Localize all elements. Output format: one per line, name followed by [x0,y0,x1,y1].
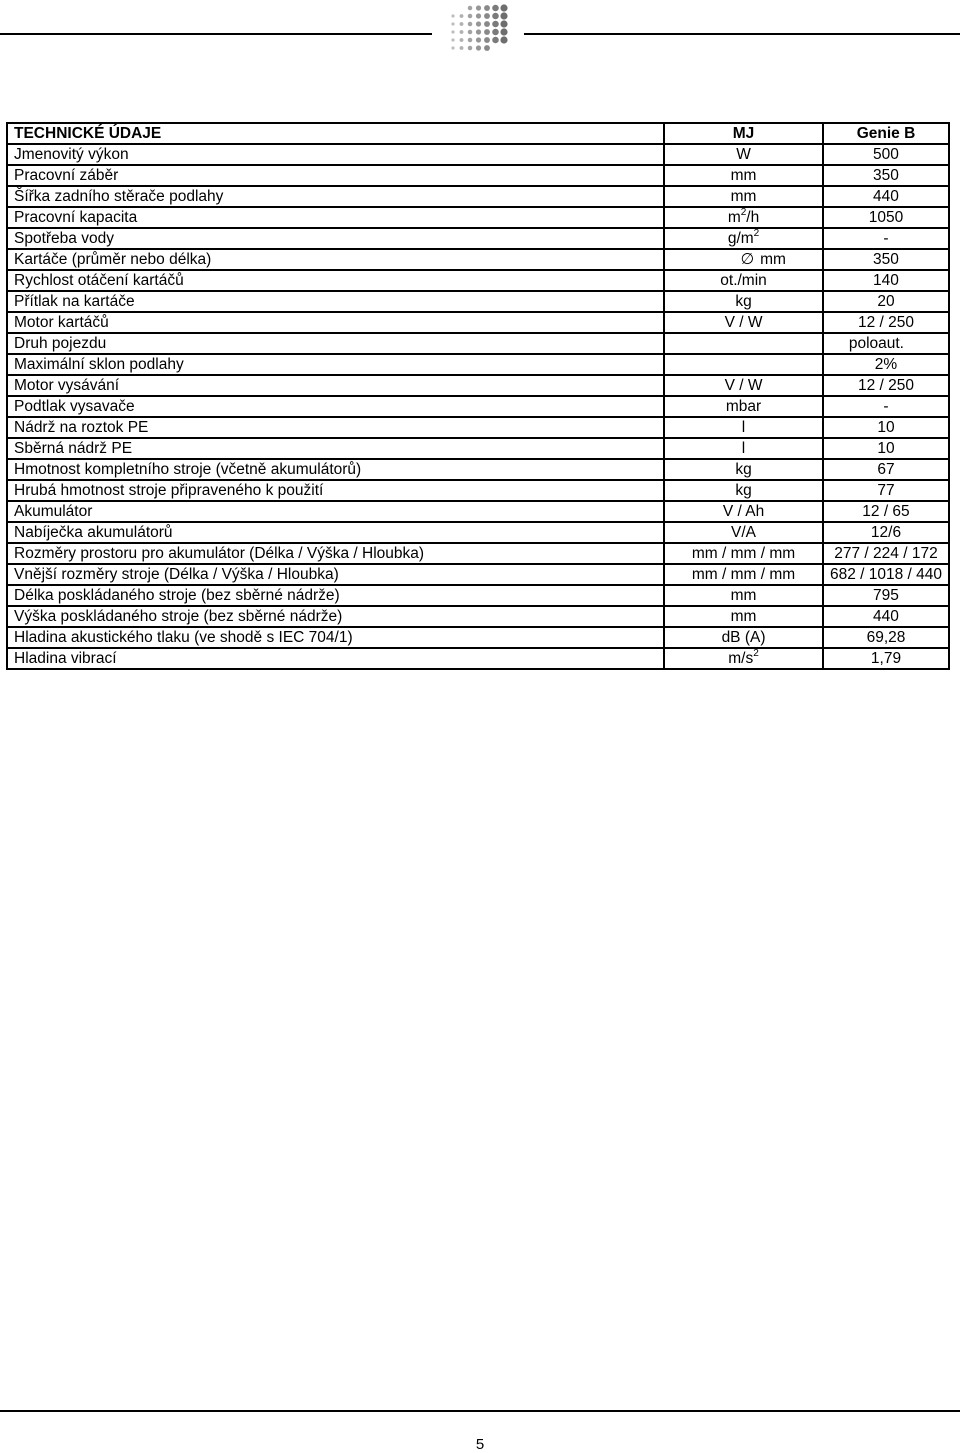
row-unit: dB (A) [664,627,823,648]
table-row [7,270,949,291]
row-value: - [823,396,949,417]
row-value: 12/6 [823,522,949,543]
row-parameter-name: Jmenovitý výkon [7,144,664,165]
row-parameter-name: Hladina akustického tlaku (ve shodě s IEC 704/1) [7,627,664,648]
row-unit: ∅ mm [664,249,823,270]
table-row [7,522,949,543]
table-header-row [7,123,949,144]
row-unit: ot./min [664,270,823,291]
row-parameter-name: Sběrná nádrž PE [7,438,664,459]
row-parameter-name: Vnější rozměry stroje (Délka / Výška / Hloubka) [7,564,664,585]
row-value: 350 [823,165,949,186]
row-unit: $m^2/h$ [664,207,823,228]
row-parameter-name: Motor kartáčů [7,312,664,333]
table-row [7,564,949,585]
row-parameter-name: Spotřeba vody [7,228,664,249]
row-value: 12 / 250 [823,312,949,333]
row-value: 10 [823,417,949,438]
row-parameter-name: Délka poskládaného stroje (bez sběrné nádrže) [7,585,664,606]
row-unit: mm / mm / mm [664,564,823,585]
row-value: poloaut. [823,333,949,354]
row-parameter-name: Nádrž na roztok PE [7,417,664,438]
row-unit: kg [664,459,823,480]
row-value: 12 / 250 [823,375,949,396]
table-row [7,354,949,375]
row-unit [664,333,823,354]
table-row [7,375,949,396]
technical-specs-table [6,122,950,670]
row-value: 440 [823,606,949,627]
row-parameter-name: Hmotnost kompletního stroje (včetně akumulátorů) [7,459,664,480]
row-unit: V/A [664,522,823,543]
row-parameter-name: Pracovní záběr [7,165,664,186]
row-parameter-name: Rychlost otáčení kartáčů [7,270,664,291]
row-parameter-name: Hrubá hmotnost stroje připraveného k použití [7,480,664,501]
row-value: 67 [823,459,949,480]
row-parameter-name: Hladina vibrací [7,648,664,669]
table-row [7,165,949,186]
table-row [7,480,949,501]
row-value: 682 / 1018 / 440 [823,564,949,585]
row-unit: W [664,144,823,165]
row-value: 1,79 [823,648,949,669]
row-value: 795 [823,585,949,606]
row-value: 10 [823,438,949,459]
row-parameter-name: Rozměry prostoru pro akumulátor (Délka / Výška / Hloubka) [7,543,664,564]
row-value: 500 [823,144,949,165]
table-row [7,291,949,312]
row-parameter-name: Šířka zadního stěrače podlahy [7,186,664,207]
row-value: 350 [823,249,949,270]
table-row [7,459,949,480]
table-row [7,648,949,669]
table-row [7,417,949,438]
page-number: 5 [475,1436,485,1453]
row-unit: l [664,438,823,459]
row-value: 2% [823,354,949,375]
row-value: 77 [823,480,949,501]
table-row [7,438,949,459]
header-rule-right [524,33,960,35]
row-parameter-name: Druh pojezdu [7,333,664,354]
row-unit [664,354,823,375]
diameter-icon: ∅ [740,251,755,268]
row-unit: mbar [664,396,823,417]
row-parameter-name: Maximální sklon podlahy [7,354,664,375]
row-unit: mm [664,606,823,627]
table-row [7,228,949,249]
row-value: 12 / 65 [823,501,949,522]
row-value: 140 [823,270,949,291]
row-parameter-name: Kartáče (průměr nebo délka) [7,249,664,270]
table-row [7,606,949,627]
row-parameter-name: Výška poskládaného stroje (bez sběrné nádrže) [7,606,664,627]
row-value: 20 [823,291,949,312]
row-unit: kg [664,480,823,501]
row-parameter-name: Akumulátor [7,501,664,522]
table-row [7,396,949,417]
table-row [7,312,949,333]
row-unit: V / Ah [664,501,823,522]
row-parameter-name: Motor vysávání [7,375,664,396]
table-row [7,501,949,522]
row-unit: l [664,417,823,438]
row-unit: $m/s^2$ [664,648,823,669]
column-header-value: Genie B [823,123,949,144]
dotted-square-logo-icon [447,2,509,54]
row-unit: V / W [664,312,823,333]
table-row [7,543,949,564]
table-row [7,585,949,606]
table-row [7,333,949,354]
row-unit: mm [664,585,823,606]
column-header-parameter: TECHNICKÉ ÚDAJE [7,123,664,144]
row-value: 1050 [823,207,949,228]
row-unit: kg [664,291,823,312]
row-unit: V / W [664,375,823,396]
row-parameter-name: Podtlak vysavače [7,396,664,417]
row-parameter-name: Nabíječka akumulátorů [7,522,664,543]
row-parameter-name: Přítlak na kartáče [7,291,664,312]
column-header-unit: MJ [664,123,823,144]
table-row [7,249,949,270]
row-value: - [823,228,949,249]
table-row [7,207,949,228]
row-value: 69,28 [823,627,949,648]
footer-rule [0,1410,960,1412]
row-unit: mm [664,165,823,186]
table-row [7,186,949,207]
table-row [7,627,949,648]
row-value: 277 / 224 / 172 [823,543,949,564]
row-unit: $g/m^2$ [664,228,823,249]
header-rule-left [0,33,432,35]
row-value: 440 [823,186,949,207]
row-unit: mm / mm / mm [664,543,823,564]
row-parameter-name: Pracovní kapacita [7,207,664,228]
row-unit: mm [664,186,823,207]
table-row [7,144,949,165]
